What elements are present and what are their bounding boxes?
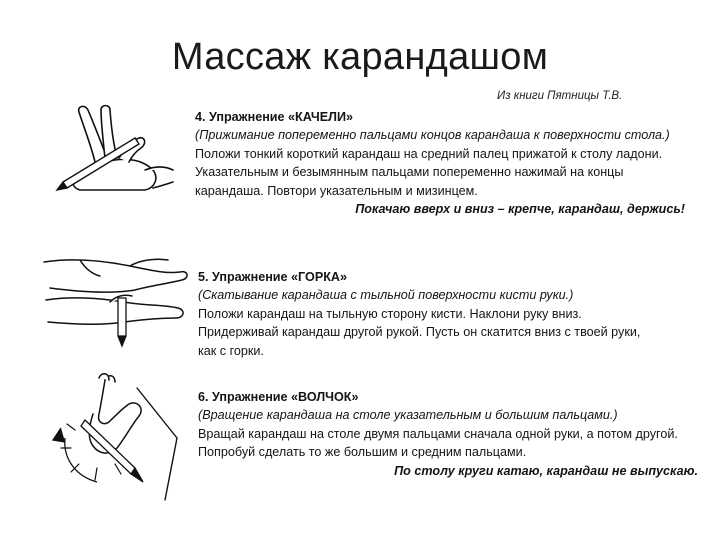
exercise-subtitle: (Вращение карандаша на столе указательным и большим пальцами.) (198, 408, 618, 423)
exercise-slide (198, 268, 658, 360)
source-note: Из книги Пятницы Т.В. (497, 90, 623, 102)
exercise-motto: По столу круги катаю, карандаш не выпускаю. (394, 463, 698, 478)
exercise-motto: Покачаю вверх и вниз – крепче, карандаш, держись! (355, 202, 685, 217)
exercise-swing (195, 108, 685, 218)
exercise-subtitle: (Скатывание карандаша с тыльной поверхности кисти руки.) (198, 288, 574, 303)
exercise-heading: 6. Упражнение «ВОЛЧОК» (198, 390, 359, 404)
exercise-subtitle: (Прижимание попеременно пальцами концов карандаша к поверхности стола.) (195, 128, 670, 143)
hand-pencil-slide-icon (40, 248, 195, 348)
exercise-spin (198, 388, 698, 480)
exercise-body: Положи тонкий короткий карандаш на средний палец прижатой к столу ладони. Указательным и безымянным пальцами попеременно нажимай на концы карандаша. Повтори указательным и мизинцем. (195, 146, 663, 198)
hand-pencil-spin-icon (45, 368, 180, 503)
exercise-heading: 4. Упражнение «КАЧЕЛИ» (195, 110, 354, 124)
page-title: Массаж карандашом (171, 36, 549, 78)
exercise-body: Положи карандаш на тыльную сторону кисти. Наклони руку вниз. Придерживай карандаш другой рукой. Пусть он скатится вниз с твоей руки, как с горки. (198, 306, 641, 358)
exercise-body: Вращай карандаш на столе двумя пальцами сначала одной руки, а потом другой. Попробуй сделать то же большим и средним пальцами. (198, 426, 678, 460)
hand-pencil-swing-icon (55, 100, 180, 195)
exercise-heading: 5. Упражнение «ГОРКА» (198, 270, 348, 284)
